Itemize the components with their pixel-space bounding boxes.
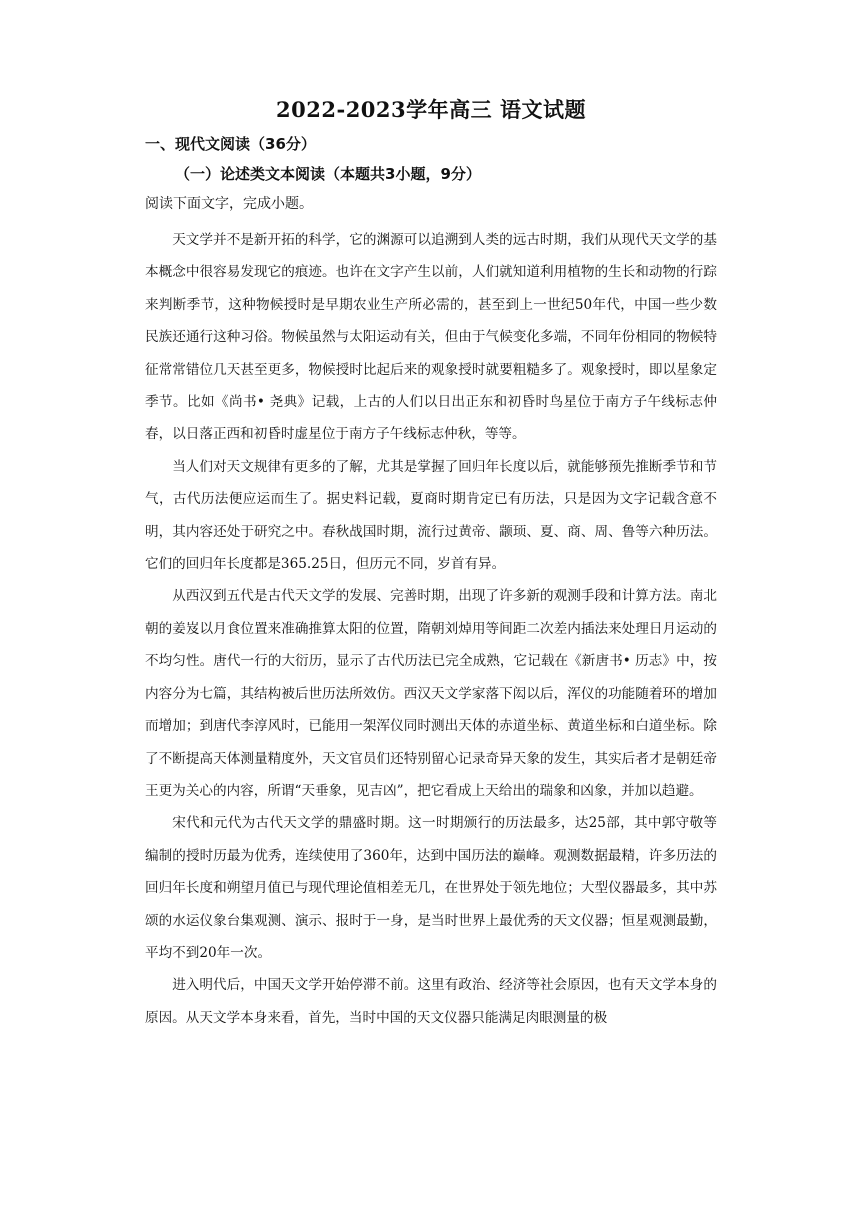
section-heading: 一、现代文阅读（36分） <box>145 135 316 153</box>
paragraph-5: 进入明代后，中国天文学开始停滞不前。这里有政治、经济等社会原因，也有天文学本身的原因。从天文学本身来看，首先，当时中国的天文仪器只能满足肉眼测量的极 <box>145 977 717 1026</box>
paragraph-3: 从西汉到五代是古代天文学的发展、完善时期，出现了许多新的观测手段和计算方法。南北朝的姜岌以月食位置来准确推算太阳的位置，隋朝刘焯用等间距二次差内插法来处理日月运动的不均匀性。唐代一行的大衍历，显示了古代历法已完全成熟，它记载在《新唐书• 历志》中，按内容分为七篇，其结构被后世历法所效仿。西汉天文学家落下闳以后，浑仪的功能随着环的增加而增加；到唐代李淳风时，已能用一架浑仪同时测出天体的赤道坐标、黄道坐标和白道坐标。除了不断提高天体测量精度外，天文官员们还特别留心记录奇异天象的发生，其实后者才是朝廷帝王更为关心的内容，所谓“天垂象，见吉凶”，把它看成上天给出的瑞象和凶象，并加以趋避。 <box>145 588 717 799</box>
paragraph-4: 宋代和元代为古代天文学的鼎盛时期。这一时期颁行的历法最多，达25部，其中郭守敬等编制的授时历最为优秀，连续使用了360年，达到中国历法的巅峰。观测数据最精，许多历法的回归年长度和朔望月值已与现代理论值相差无几，在世界处于领先地位；大型仪器最多，其中苏颂的水运仪象台集观测、演示、报时于一身，是当时世界上最优秀的天文仪器；恒星观测最勤，平均不到20年一次。 <box>145 815 717 961</box>
reading-instruction: 阅读下面文字，完成小题。 <box>145 196 313 212</box>
document-title: 2022-2023学年高三 语文试题 <box>276 97 586 122</box>
paragraph-1: 天文学并不是新开拓的科学，它的渊源可以追溯到人类的远古时期，我们从现代天文学的基本概念中很容易发现它的痕迹。也许在文字产生以前，人们就知道利用植物的生长和动物的行踪来判断季节，这种物候授时是早期农业生产所必需的，甚至到上一世纪50年代，中国一些少数民族还通行这种习俗。物候虽然与太阳运动有关，但由于气候变化多端，不同年份相同的物候特征常常错位几天甚至更多，物候授时比起后来的观象授时就要粗糙多了。观象授时，即以星象定季节。比如《尚书• 尧典》记载，上古的人们以日出正东和初昏时鸟星位于南方子午线标志仲春，以日落正西和初昏时虚星位于南方子午线标志仲秋，等等。 <box>145 232 717 443</box>
paragraph-2: 当人们对天文规律有更多的了解，尤其是掌握了回归年长度以后，就能够预先推断季节和节气，古代历法便应运而生了。据史料记载，夏商时期肯定已有历法，只是因为文字记载含意不明，其内容还处于研究之中。春秋战国时期，流行过黄帝、颛顼、夏、商、周、鲁等六种历法。它们的回归年长度都是365.25日，但历元不同，岁首有异。 <box>145 458 717 573</box>
subsection-heading: （一）论述类文本阅读（本题共3小题，9分） <box>175 165 481 183</box>
